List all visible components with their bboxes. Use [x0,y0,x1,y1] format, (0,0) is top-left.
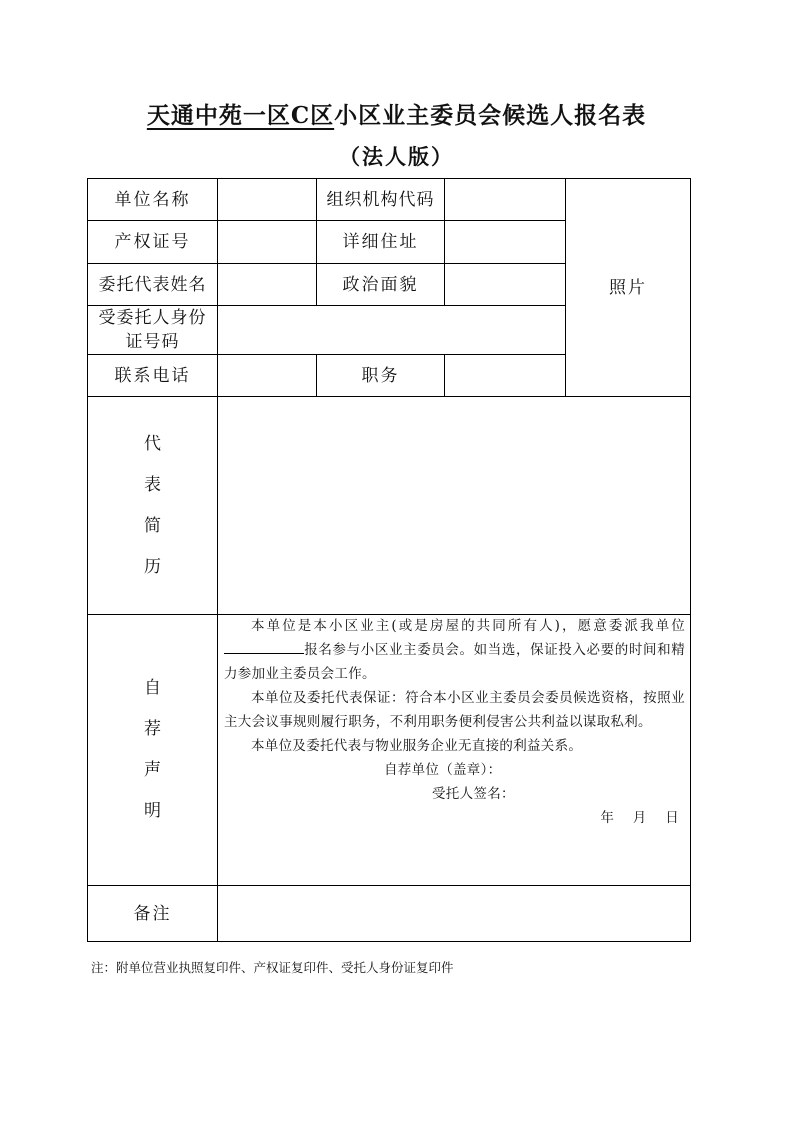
address-field[interactable] [445,221,565,263]
declaration-label-char: 声 [144,760,161,780]
remarks-field[interactable] [218,886,690,941]
date-label: 年 月 日 [600,810,679,826]
position-field[interactable] [445,355,565,396]
declaration-text [224,614,685,830]
bio-field[interactable] [218,397,690,614]
declaration-p1-rest: 报名参与小区业主委员会。如当选，保证投入必要的时间和精力参加业主委员会工作。 [224,642,685,682]
bio-label-char: 历 [144,556,161,577]
phone-field[interactable] [218,355,316,396]
representative-name-label: 委托代表姓名 [98,274,207,295]
bio-label-char: 简 [144,515,161,536]
photo-area[interactable]: 照片 [609,277,647,298]
footnote: 注：附单位营业执照复印件、产权证复印件、受托人身份证复印件 [91,960,454,975]
unit-name-label: 单位名称 [114,189,191,210]
bio-label-char: 表 [144,474,161,495]
declaration-label [88,615,217,885]
declaration-label-char: 自 [144,678,161,698]
remarks-label: 备注 [133,903,172,924]
org-code-field[interactable] [445,179,565,220]
declaration-label-char: 明 [144,801,161,821]
address-label: 详细住址 [342,232,419,252]
bio-label [88,397,217,614]
political-status-field[interactable] [445,264,565,305]
declaration-p1-unit-char: 位 [671,618,685,634]
declaration-label-char: 荐 [144,719,161,739]
title-underlined-part: 天通中苑一区C区 [146,102,335,129]
bio-label-char: 代 [144,433,161,454]
sign-unit-label: 自荐单位（盖章）： [384,762,502,778]
political-status-label: 政治面貌 [342,274,419,295]
declaration-p1-line1: 本单位是本小区业主(或是房屋的共同所有人)，愿意委派我单 [251,618,672,634]
declaration-paragraph-2: 本单位及委托代表保证：符合本小区业主委员会委员候选资格，按照业主大会议事规则履行职务，不利用职务便利侵害公共利益以谋取私利。 [224,690,685,730]
id-number-field[interactable] [218,306,565,354]
property-cert-field[interactable] [218,221,316,263]
table-border-bottom [87,941,691,942]
table-border-right [690,178,691,942]
property-cert-label: 产权证号 [114,232,191,252]
id-number-label: 受委托人身份证号码 [98,308,207,352]
form-subtitle: （法人版） [339,144,454,169]
representative-blank-line[interactable] [224,639,304,654]
org-code-label: 组织机构代码 [326,189,435,210]
declaration-paragraph-3: 本单位及委托代表与物业服务企业无直接的利益关系。 [251,738,583,754]
position-label: 职务 [361,365,400,386]
title-rest: 小区业主委员会候选人报名表 [334,102,647,129]
declaration-paragraph-1 [224,614,685,686]
sign-person-label: 受托人签名： [432,786,515,802]
phone-label: 联系电话 [114,365,191,386]
unit-name-field[interactable] [218,179,316,220]
representative-name-field[interactable] [218,264,316,305]
